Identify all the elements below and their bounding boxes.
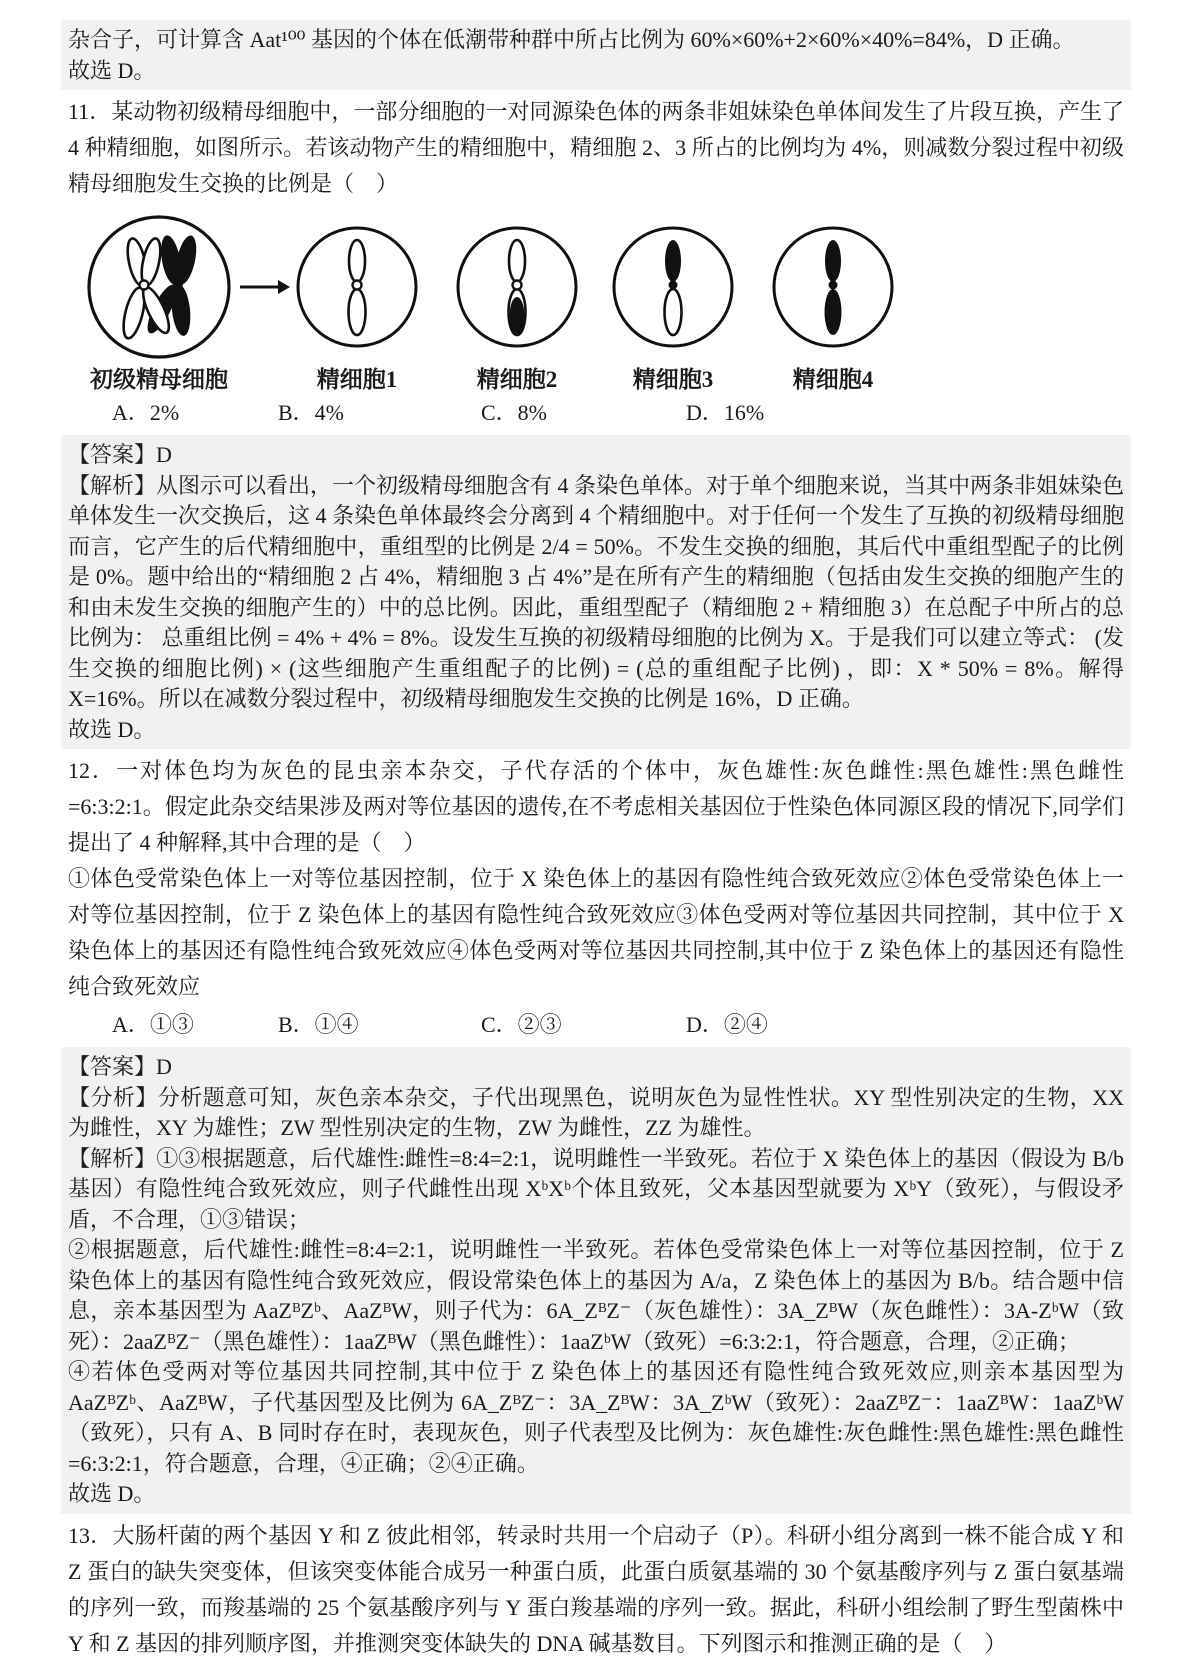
q12-answer-block bbox=[61, 1047, 1131, 1514]
q12-option-d: D．②④ bbox=[686, 1012, 768, 1037]
q11-question bbox=[68, 94, 1124, 749]
spermatid-1-diagram bbox=[294, 224, 420, 350]
q11-conclusion: 故选 D。 bbox=[68, 716, 156, 742]
q11-answer-block bbox=[61, 435, 1131, 749]
q12-stem: 12．一对体色均为灰色的昆虫亲本杂交，子代存活的个体中，灰色雄性:灰色雌性:黑色雄性:黑色雌性=6:3:2:1。假定此杂交结果涉及两对等位基因的遗传,在不考虑相关基因位于性染色体同源区段的情况下,同学们提出了 4 种解释,其中合理的是（ ） bbox=[68, 758, 1124, 855]
q12-explain-1-3: 【解析】①③根据题意，后代雄性:雌性=8:4=2:1，说明雌性一半致死。若位于 X 染色体上的基因（假设为 B/b 基因）有隐性纯合致死效应，则子代雌性出现 XᵇXᵇ个体且致死，父本基因型就要为 XᵇY（致死），与假设矛盾，不合理，①③错误； bbox=[68, 1145, 1124, 1232]
q10-conclusion: 故选 D。 bbox=[68, 57, 156, 83]
figure-label-primary-spermatocyte: 初级精母细胞 bbox=[90, 367, 228, 392]
q10-calc-line: 杂合子，可计算含 Aat¹⁰⁰ 基因的个体在低潮带种群中所占比例为 60%×60%+2×60%×40%=84%，D 正确。 bbox=[68, 27, 1075, 52]
q12-options bbox=[68, 1007, 1124, 1043]
arrow-icon bbox=[238, 212, 290, 362]
spermatid-4-diagram bbox=[770, 224, 896, 350]
cell-spermatid-1 bbox=[294, 212, 420, 393]
cell-primary-spermatocyte bbox=[84, 212, 234, 393]
q11-stem: 11．某动物初级精母细胞中，一部分细胞的一对同源染色体的两条非姐妹染色单体间发生了片段互换，产生了 4 种精细胞，如图所示。若该动物产生的精细胞中，精细胞 2、3 所占的比例均为 4%，则减数分裂过程中初级精母细胞发生交换的比例是（ ） bbox=[68, 99, 1124, 196]
figure-label-spermatid-1: 精细胞1 bbox=[316, 367, 398, 392]
figure-label-spermatid-2: 精细胞2 bbox=[476, 367, 558, 392]
q11-option-b: B．4% bbox=[278, 400, 345, 425]
q12-option-c: C．②③ bbox=[481, 1012, 562, 1037]
q11-option-d: D．16% bbox=[686, 400, 765, 425]
q12-explain-4: ④若体色受两对等位基因共同控制,其中位于 Z 染色体上的基因还有隐性纯合致死效应,则亲本基因型为 AaZᴮZᵇ、AaZᴮW，子代基因型及比例为 6A_ZᴮZ⁻：3A_ZᴮW：3A_ZᵇW（致死）：2aaZᴮZ⁻：1aaZᴮW：1aaZᵇW（致死），只有 A、B 同时存在时，表现灰色，则子代表型及比例为：灰色雄性:灰色雌性:黑色雄性:黑色雌性=6:3:2:1，符合题意，合理，④正确；②④正确。 bbox=[68, 1359, 1124, 1476]
spermatid-3-diagram bbox=[610, 224, 736, 350]
figure-label-spermatid-4: 精细胞4 bbox=[792, 367, 874, 392]
primary-spermatocyte-diagram bbox=[84, 212, 234, 362]
cell-spermatid-2 bbox=[454, 212, 580, 393]
q11-option-a: A．2% bbox=[112, 400, 180, 425]
q12-analysis: 【分析】分析题意可知，灰色亲本杂交，子代出现黑色，说明灰色为显性性状。XY 型性别决定的生物，XX 为雌性，XY 为雄性；ZW 型性别决定的生物，ZW 为雌性，ZZ 为雄性。 bbox=[68, 1084, 1124, 1140]
q10-answer-tail-block bbox=[61, 20, 1131, 90]
q11-answer: 【答案】D bbox=[68, 442, 172, 467]
q11-figure-cells bbox=[84, 212, 1124, 393]
q12-question bbox=[68, 753, 1124, 1514]
spermatid-2-diagram bbox=[454, 224, 580, 350]
q11-figure bbox=[84, 212, 1124, 393]
cell-spermatid-3 bbox=[610, 212, 736, 393]
q11-option-c: C．8% bbox=[481, 400, 548, 425]
q13-stem: 13．大肠杆菌的两个基因 Y 和 Z 彼此相邻，转录时共用一个启动子（P）。科研小组分离到一株不能合成 Y 和 Z 蛋白的缺失突变体，但该突变体能合成另一种蛋白质，此蛋白质氨基端的 30 个氨基酸序列与 Z 蛋白氨基端的序列一致，而羧基端的 25 个氨基酸序列与 Y 蛋白羧基端的序列一致。据此，科研小组绘制了野生型菌株中 Y 和 Z 基因的排列顺序图，并推测突变体缺失的 DNA 碱基数目。下列图示和推测正确的是（ ） bbox=[68, 1522, 1124, 1656]
figure-label-spermatid-3: 精细胞3 bbox=[632, 367, 714, 392]
q12-conclusion: 故选 D。 bbox=[68, 1481, 156, 1506]
cell-spermatid-4 bbox=[770, 212, 896, 393]
q11-options bbox=[68, 395, 1124, 431]
q12-option-b: B．①④ bbox=[278, 1012, 359, 1037]
q13-question bbox=[68, 1518, 1124, 1662]
q12-interpretations: ①体色受常染色体上一对等位基因控制，位于 X 染色体上的基因有隐性纯合致死效应②体色受常染色体上一对等位基因控制，位于 Z 染色体上的基因有隐性纯合致死效应③体色受两对等位基因共同控制，其中位于 X 染色体上的基因还有隐性纯合致死效应④体色受两对等位基因共同控制,其中位于 Z 染色体上的基因还有隐性纯合致死效应 bbox=[68, 866, 1124, 999]
q12-option-a: A．①③ bbox=[112, 1012, 194, 1037]
q12-explain-2: ②根据题意，后代雄性:雌性=8:4=2:1，说明雌性一半致死。若体色受常染色体上一对等位基因控制，位于 Z 染色体上的基因有隐性纯合致死效应，假设常染色体上的基因为 A/a，Z 染色体上的基因为 B/b。结合题中信息，亲本基因型为 AaZᴮZᵇ、AaZᴮW，则子代为：6A_ZᴮZ⁻（灰色雄性）：3A_ZᴮW（灰色雌性）：3A-ZᵇW（致死）：2aaZᴮZ⁻（黑色雄性）：1aaZᴮW（黑色雌性）：1aaZᵇW（致死）=6:3:2:1，符合题意，合理，②正确； bbox=[68, 1237, 1124, 1354]
q11-analysis: 【解析】从图示可以看出，一个初级精母细胞含有 4 条染色单体。对于单个细胞来说，当其中两条非姐妹染色单体发生一次交换后，这 4 条染色单体最终会分离到 4 个精细胞中。对于任何一个发生了互换的初级精母细胞而言，它产生的后代精细胞中，重组型的比例是 2/4 = 50%。不发生交换的细胞，其后代中重组型配子的比例是 0%。题中给出的“精细胞 2 占 4%，精细胞 3 占 4%”是在所有产生的精细胞（包括由发生交换的细胞产生的和由未发生交换的细胞产生的）中的总比例。因此，重组型配子（精细胞 2 + 精细胞 3）在总配子中所占的总比例为： 总重组比例 = 4% + 4% = 8%。设发生互换的初级精母细胞的比例为 X。于是我们可以建立等式： (发生交换的细胞比例) × (这些细胞产生重组配子的比例) = (总的重组配子比例) ，即：X * 50% = 8%。解得 X=16%。所以在减数分裂过程中，初级精母细胞发生交换的比例是 16%，D 正确。 bbox=[68, 472, 1125, 711]
q12-answer: 【答案】D bbox=[68, 1054, 172, 1079]
